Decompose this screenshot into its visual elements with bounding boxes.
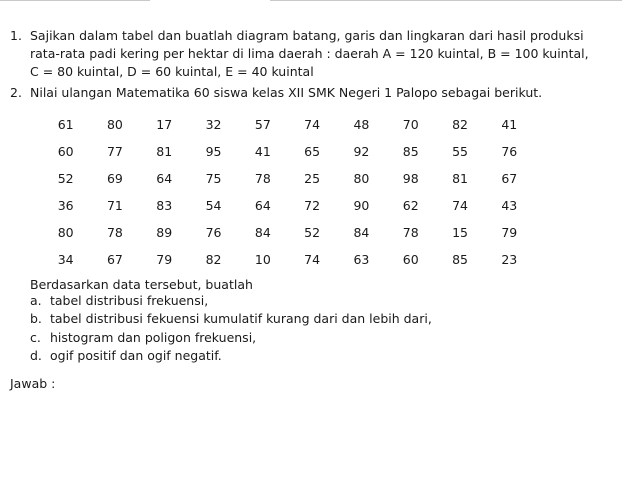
score-cell: 23: [501, 252, 518, 267]
question-2-number: 2.: [10, 85, 22, 100]
score-cell: 69: [106, 171, 123, 186]
score-cell: 36: [57, 198, 74, 213]
answer-label: Jawab :: [10, 376, 56, 391]
question-2-text: Nilai ulangan Matematika 60 siswa kelas XII SMK Negeri 1 Palopo sebagai berikut.: [30, 85, 543, 100]
score-cell: 89: [156, 225, 173, 240]
task-item-a: a. tabel distribusi frekuensi,: [30, 293, 209, 308]
score-cell: 25: [304, 171, 321, 186]
score-cell: 70: [402, 117, 419, 132]
score-cell: 17: [156, 117, 173, 132]
score-cell: 61: [57, 117, 74, 132]
score-cell: 74: [452, 198, 468, 213]
score-cell: 83: [156, 198, 173, 213]
score-cell: 80: [106, 117, 123, 132]
score-cell: 80: [57, 225, 74, 240]
score-cell: 90: [353, 198, 370, 213]
score-cell: 82: [452, 117, 468, 132]
task-item-c: c. histogram dan poligon frekuensi,: [30, 329, 257, 345]
score-cell: 75: [205, 171, 222, 186]
score-cell: 84: [353, 225, 370, 240]
score-cell: 62: [402, 198, 419, 213]
score-cell: 80: [353, 171, 370, 186]
score-cell: 32: [205, 117, 222, 132]
score-cell: 64: [254, 198, 271, 213]
score-cell: 52: [304, 225, 321, 240]
question-1-line-2: rata-rata padi kering per hektar di lima daerah : daerah A = 120 kuintal, B = 100 kuintal,: [30, 46, 589, 61]
score-cell: 77: [106, 144, 123, 159]
score-cell: 43: [501, 198, 518, 213]
top-rule-right: [270, 0, 622, 1]
score-cell: 55: [452, 144, 468, 159]
score-cell: 52: [57, 171, 74, 186]
top-rule-left: [0, 0, 150, 1]
score-cell: 76: [205, 225, 222, 240]
score-cell: 67: [501, 171, 518, 186]
score-cell: 71: [106, 198, 123, 213]
score-cell: 48: [353, 117, 370, 132]
score-cell: 63: [353, 252, 370, 267]
score-cell: 84: [254, 225, 271, 240]
task-item-b: b. tabel distribusi fekuensi kumulatif kurang dari dan lebih dari,: [30, 311, 432, 327]
score-cell: 57: [254, 117, 271, 132]
score-cell: 85: [452, 252, 468, 267]
score-cell: 72: [304, 198, 321, 213]
score-cell: 79: [156, 252, 173, 267]
question-1-line-3: C = 80 kuintal, D = 60 kuintal, E = 40 kuintal: [30, 64, 314, 79]
score-cell: 81: [452, 171, 468, 186]
top-rule: [0, 0, 634, 4]
score-cell: 10: [254, 252, 271, 267]
task-list: [30, 292, 432, 365]
task-item-d: d. ogif positif dan ogif negatif.: [30, 347, 222, 363]
score-cell: 54: [205, 198, 222, 213]
score-cell: 98: [402, 171, 419, 186]
score-cell: 78: [402, 225, 419, 240]
question-1-number: 1.: [10, 28, 22, 43]
score-cell: 81: [156, 144, 173, 159]
score-cell: 64: [156, 171, 173, 186]
score-table: [41, 111, 534, 273]
score-cell: 67: [106, 252, 123, 267]
score-cell: 60: [402, 252, 419, 267]
score-cell: 41: [254, 144, 271, 159]
score-cell: 34: [57, 252, 74, 267]
score-cell: 15: [452, 225, 468, 240]
score-cell: 78: [106, 225, 123, 240]
score-cell: 65: [304, 144, 321, 159]
score-cell: 76: [501, 144, 518, 159]
question-1-line-1: Sajikan dalam tabel dan buatlah diagram batang, garis dan lingkaran dari hasil produksi: [30, 28, 584, 43]
score-cell: 92: [353, 144, 370, 159]
score-cell: 74: [304, 117, 321, 132]
instruction-text: Berdasarkan data tersebut, buatlah: [30, 277, 253, 292]
score-cell: 85: [402, 144, 419, 159]
score-cell: 60: [57, 144, 74, 159]
score-cell: 79: [501, 225, 518, 240]
score-cell: 74: [304, 252, 321, 267]
score-cell: 82: [205, 252, 222, 267]
score-cell: 78: [254, 171, 271, 186]
score-cell: 95: [205, 144, 222, 159]
score-cell: 41: [501, 117, 518, 132]
